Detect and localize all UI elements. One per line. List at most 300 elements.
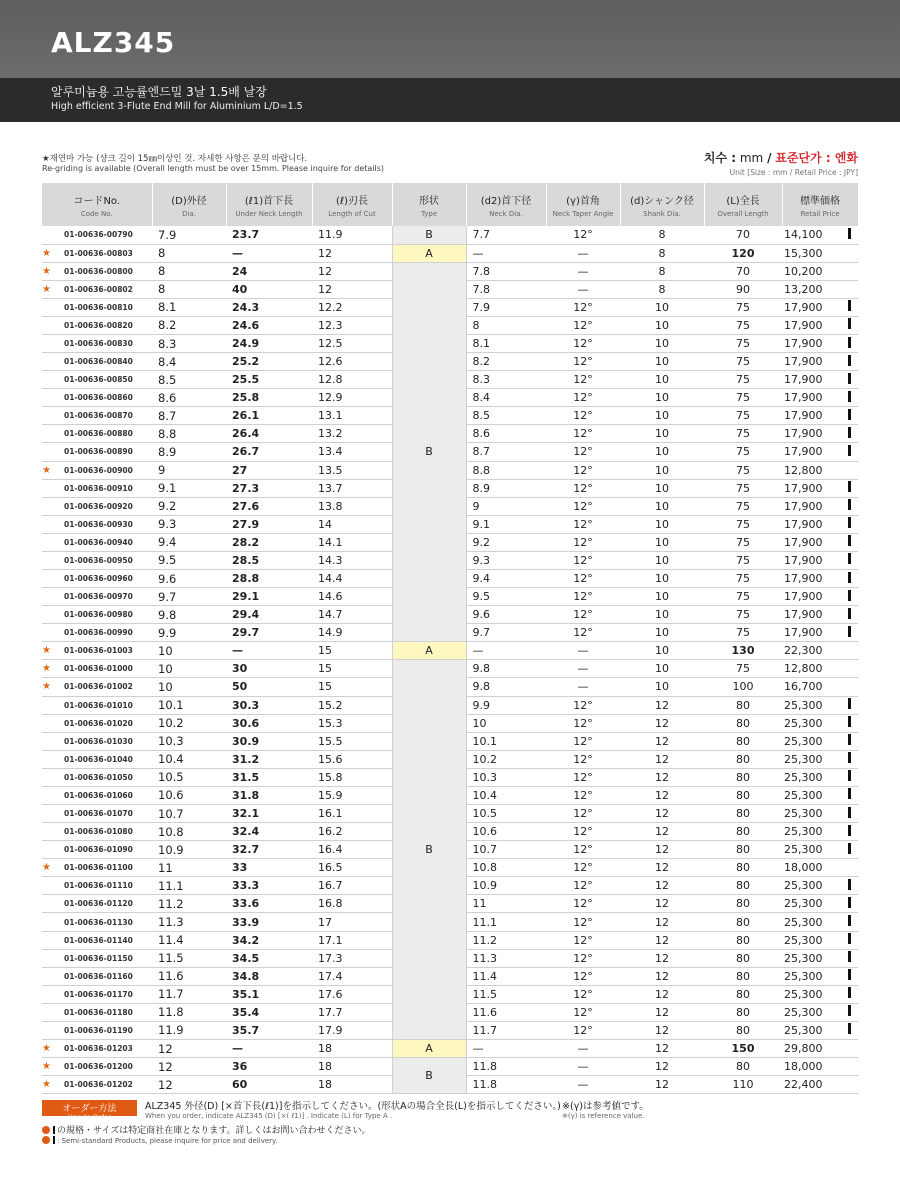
- code-no: 01-00636-00790: [62, 226, 152, 244]
- stock-mark-icon: [846, 280, 858, 298]
- row-star-icon: [42, 533, 62, 551]
- neck-dia: 10.9: [466, 877, 546, 895]
- overall-length: 80: [704, 768, 782, 786]
- retail-price: 17,900: [782, 515, 846, 533]
- stock-bar-icon: [53, 1136, 55, 1144]
- dia: 8.9: [152, 443, 226, 461]
- neck-dia: 8.6: [466, 425, 546, 443]
- col-header-neck-dia: (d2)首下径 Neck Dia.: [466, 183, 546, 226]
- how-to-order-badge: [42, 1100, 137, 1121]
- dia: 9.1: [152, 479, 226, 497]
- neck-length: 33.6: [226, 895, 312, 913]
- code-no: 01-00636-01190: [62, 1021, 152, 1039]
- neck-dia: 9.9: [466, 696, 546, 714]
- neck-angle: 12°: [546, 479, 620, 497]
- neck-length: 50: [226, 678, 312, 696]
- code-no: 01-00636-00970: [62, 588, 152, 606]
- overall-length: 75: [704, 389, 782, 407]
- row-star-icon: [42, 569, 62, 587]
- neck-length: 24.6: [226, 316, 312, 334]
- neck-angle: 12°: [546, 1021, 620, 1039]
- retail-price: 15,300: [782, 244, 846, 262]
- unit-size-label: 치수 :: [703, 151, 737, 165]
- stock-mark-icon: [846, 1058, 858, 1076]
- length-of-cut: 17.4: [312, 967, 392, 985]
- stock-mark-icon: [846, 967, 858, 985]
- neck-length: 31.5: [226, 768, 312, 786]
- neck-dia: 11.7: [466, 1021, 546, 1039]
- row-star-icon: [42, 298, 62, 316]
- overall-length: 75: [704, 316, 782, 334]
- neck-angle: —: [546, 1076, 620, 1094]
- row-star-icon: [42, 515, 62, 533]
- length-of-cut: 18: [312, 1076, 392, 1094]
- stock-mark-icon: [846, 588, 858, 606]
- spec-table: [42, 183, 859, 1094]
- dia: 9.2: [152, 497, 226, 515]
- neck-dia: 9.2: [466, 533, 546, 551]
- page-title: ALZ345: [51, 26, 176, 59]
- retail-price: 17,900: [782, 624, 846, 642]
- overall-length: 80: [704, 786, 782, 804]
- row-star-icon: [42, 425, 62, 443]
- order-badge-jp: オーダー方法: [62, 1104, 117, 1114]
- dia: 10.6: [152, 786, 226, 804]
- shank-dia: 12: [620, 1021, 704, 1039]
- dia: 8.3: [152, 334, 226, 352]
- overall-length: 80: [704, 913, 782, 931]
- neck-dia: 10.4: [466, 786, 546, 804]
- neck-length: 28.2: [226, 533, 312, 551]
- retail-price: 17,900: [782, 353, 846, 371]
- stock-mark-icon: [846, 841, 858, 859]
- table-row: [42, 642, 858, 660]
- retail-price: 25,300: [782, 1003, 846, 1021]
- stock-mark-icon: [846, 949, 858, 967]
- neck-length: 36: [226, 1058, 312, 1076]
- row-star-icon: ★: [42, 678, 62, 696]
- type-cell: A: [392, 1040, 466, 1058]
- shank-dia: 8: [620, 244, 704, 262]
- neck-length: 32.4: [226, 823, 312, 841]
- neck-angle: —: [546, 244, 620, 262]
- length-of-cut: 17.9: [312, 1021, 392, 1039]
- unit-size-value: mm: [739, 151, 764, 165]
- code-no: 01-00636-00920: [62, 497, 152, 515]
- stock-mark-icon: [846, 389, 858, 407]
- overall-length: 75: [704, 371, 782, 389]
- neck-angle: 12°: [546, 949, 620, 967]
- neck-dia: —: [466, 244, 546, 262]
- shank-dia: 12: [620, 859, 704, 877]
- length-of-cut: 12: [312, 262, 392, 280]
- dia: 9.3: [152, 515, 226, 533]
- row-star-icon: [42, 389, 62, 407]
- neck-angle: 12°: [546, 533, 620, 551]
- col-header-shank-dia: (d)シャンク径 Shank Dia.: [620, 183, 704, 226]
- row-star-icon: [42, 913, 62, 931]
- overall-length: 80: [704, 895, 782, 913]
- code-no: 01-00636-00980: [62, 606, 152, 624]
- neck-length: 30.6: [226, 714, 312, 732]
- dia: 10.1: [152, 696, 226, 714]
- stock-mark-icon: [846, 497, 858, 515]
- neck-angle: 12°: [546, 859, 620, 877]
- stock-mark-icon: [846, 1021, 858, 1039]
- dia: 10.8: [152, 823, 226, 841]
- dia: 10.7: [152, 805, 226, 823]
- retail-price: 18,000: [782, 1058, 846, 1076]
- shank-dia: 10: [620, 624, 704, 642]
- row-star-icon: [42, 985, 62, 1003]
- neck-angle: 12°: [546, 551, 620, 569]
- retail-price: 17,900: [782, 443, 846, 461]
- length-of-cut: 15: [312, 678, 392, 696]
- retail-price: 25,300: [782, 696, 846, 714]
- retail-price: 25,300: [782, 985, 846, 1003]
- code-no: 01-00636-01040: [62, 750, 152, 768]
- shank-dia: 12: [620, 750, 704, 768]
- overall-length: 75: [704, 353, 782, 371]
- neck-angle: 12°: [546, 569, 620, 587]
- dia: 10: [152, 678, 226, 696]
- dia: 9.5: [152, 551, 226, 569]
- dia: 11.5: [152, 949, 226, 967]
- neck-dia: 7.8: [466, 262, 546, 280]
- neck-dia: 9.7: [466, 624, 546, 642]
- overall-length: 80: [704, 732, 782, 750]
- neck-dia: 9.4: [466, 569, 546, 587]
- code-no: 01-00636-01010: [62, 696, 152, 714]
- shank-dia: 12: [620, 714, 704, 732]
- order-badge-en: How to Order: [67, 1113, 112, 1121]
- order-instruction-en: When you order, indicate ALZ345 (D) [×( ℓ1)] . Indicate (L) for Type A .: [145, 1112, 393, 1120]
- code-no: 01-00636-00800: [62, 262, 152, 280]
- row-star-icon: ★: [42, 262, 62, 280]
- col-header-neck-angle: (γ)首角 Neck Taper Angle: [546, 183, 620, 226]
- stock-mark-icon: [846, 732, 858, 750]
- unit-subtitle: Unit [Size : mm / Retail Price : JPY]: [729, 168, 858, 177]
- length-of-cut: 17.6: [312, 985, 392, 1003]
- shank-dia: 12: [620, 696, 704, 714]
- code-no: 01-00636-01110: [62, 877, 152, 895]
- overall-length: 75: [704, 624, 782, 642]
- neck-angle: —: [546, 642, 620, 660]
- row-star-icon: [42, 1003, 62, 1021]
- dia: 8.4: [152, 353, 226, 371]
- stock-mark-icon: [846, 425, 858, 443]
- dia: 8.8: [152, 425, 226, 443]
- code-no: 01-00636-01030: [62, 732, 152, 750]
- overall-length: 120: [704, 244, 782, 262]
- neck-dia: 8.4: [466, 389, 546, 407]
- length-of-cut: 17.3: [312, 949, 392, 967]
- stock-mark-icon: [846, 316, 858, 334]
- col-header-dia: (D)外径 Dia.: [152, 183, 226, 226]
- retail-price: 25,300: [782, 949, 846, 967]
- neck-angle: 12°: [546, 985, 620, 1003]
- dia: 8.2: [152, 316, 226, 334]
- neck-dia: —: [466, 1040, 546, 1058]
- neck-dia: 10.6: [466, 823, 546, 841]
- stock-mark-icon: [846, 569, 858, 587]
- length-of-cut: 12.6: [312, 353, 392, 371]
- neck-angle: 12°: [546, 805, 620, 823]
- table-row: [42, 244, 858, 262]
- overall-length: 80: [704, 714, 782, 732]
- overall-length: 75: [704, 497, 782, 515]
- dia: 8.1: [152, 298, 226, 316]
- neck-length: 23.7: [226, 226, 312, 244]
- neck-dia: 11.8: [466, 1076, 546, 1094]
- dia: 9.8: [152, 606, 226, 624]
- code-no: 01-00636-01060: [62, 786, 152, 804]
- shank-dia: 12: [620, 913, 704, 931]
- neck-angle: 12°: [546, 371, 620, 389]
- overall-length: 80: [704, 823, 782, 841]
- neck-dia: 8.3: [466, 371, 546, 389]
- shank-dia: 12: [620, 841, 704, 859]
- length-of-cut: 16.8: [312, 895, 392, 913]
- length-of-cut: 15.8: [312, 768, 392, 786]
- shank-dia: 10: [620, 678, 704, 696]
- shank-dia: 10: [620, 569, 704, 587]
- reference-note-jp: ※(γ)は参考値です。: [562, 1101, 649, 1112]
- retail-price: 17,900: [782, 316, 846, 334]
- length-of-cut: 15.6: [312, 750, 392, 768]
- code-no: 01-00636-00930: [62, 515, 152, 533]
- row-star-icon: [42, 823, 62, 841]
- neck-angle: —: [546, 678, 620, 696]
- stock-mark-icon: [846, 479, 858, 497]
- retail-price: 17,900: [782, 407, 846, 425]
- dia: 9.7: [152, 588, 226, 606]
- length-of-cut: 16.2: [312, 823, 392, 841]
- dia: 9.6: [152, 569, 226, 587]
- neck-angle: 12°: [546, 316, 620, 334]
- neck-length: 33: [226, 859, 312, 877]
- dia: 10.2: [152, 714, 226, 732]
- retail-price: 17,900: [782, 497, 846, 515]
- dia: 11: [152, 859, 226, 877]
- overall-length: 80: [704, 985, 782, 1003]
- length-of-cut: 15.3: [312, 714, 392, 732]
- row-star-icon: ★: [42, 244, 62, 262]
- neck-length: 28.8: [226, 569, 312, 587]
- row-star-icon: [42, 714, 62, 732]
- row-star-icon: [42, 497, 62, 515]
- neck-angle: 12°: [546, 877, 620, 895]
- shank-dia: 12: [620, 786, 704, 804]
- stock-mark-icon: [846, 859, 858, 877]
- neck-dia: 10.8: [466, 859, 546, 877]
- neck-angle: 12°: [546, 931, 620, 949]
- length-of-cut: 13.2: [312, 425, 392, 443]
- overall-length: 70: [704, 262, 782, 280]
- row-star-icon: [42, 588, 62, 606]
- shank-dia: 10: [620, 588, 704, 606]
- shank-dia: 8: [620, 280, 704, 298]
- retail-price: 25,300: [782, 750, 846, 768]
- neck-dia: 8.1: [466, 334, 546, 352]
- length-of-cut: 12.3: [312, 316, 392, 334]
- length-of-cut: 16.5: [312, 859, 392, 877]
- neck-length: 24.3: [226, 298, 312, 316]
- unit-price-label: 표준단가 : 엔화: [775, 151, 858, 165]
- overall-length: 75: [704, 334, 782, 352]
- neck-dia: 11.8: [466, 1058, 546, 1076]
- stock-mark-icon: [846, 913, 858, 931]
- retail-price: 25,300: [782, 786, 846, 804]
- neck-dia: 9.1: [466, 515, 546, 533]
- table-row: [42, 226, 858, 244]
- retail-price: 25,300: [782, 895, 846, 913]
- neck-length: 33.9: [226, 913, 312, 931]
- shank-dia: 12: [620, 949, 704, 967]
- col-header-retail-price: 標準価格 Retail Price: [782, 183, 858, 226]
- shank-dia: 10: [620, 353, 704, 371]
- retail-price: 25,300: [782, 877, 846, 895]
- stock-mark-icon: [846, 642, 858, 660]
- table-header-row: [42, 183, 858, 226]
- neck-length: 27.9: [226, 515, 312, 533]
- overall-length: 80: [704, 1058, 782, 1076]
- overall-length: 75: [704, 569, 782, 587]
- neck-length: 28.5: [226, 551, 312, 569]
- neck-angle: 12°: [546, 841, 620, 859]
- row-star-icon: [42, 624, 62, 642]
- length-of-cut: 18: [312, 1040, 392, 1058]
- length-of-cut: 15.5: [312, 732, 392, 750]
- neck-length: 30.9: [226, 732, 312, 750]
- overall-length: 80: [704, 1003, 782, 1021]
- neck-dia: 10.7: [466, 841, 546, 859]
- type-cell: B: [392, 226, 466, 244]
- retail-price: 14,100: [782, 226, 846, 244]
- length-of-cut: 13.1: [312, 407, 392, 425]
- length-of-cut: 13.5: [312, 461, 392, 479]
- row-star-icon: [42, 732, 62, 750]
- neck-length: 24: [226, 262, 312, 280]
- stock-mark-icon: [846, 624, 858, 642]
- header-band: [0, 0, 900, 78]
- dia: 11.1: [152, 877, 226, 895]
- row-star-icon: [42, 805, 62, 823]
- retail-price: 17,900: [782, 479, 846, 497]
- retail-price: 17,900: [782, 298, 846, 316]
- stock-mark-icon: [846, 1076, 858, 1094]
- neck-length: 27: [226, 461, 312, 479]
- stock-mark-icon: [846, 895, 858, 913]
- code-no: 01-00636-01203: [62, 1040, 152, 1058]
- shank-dia: 10: [620, 497, 704, 515]
- retail-price: 17,900: [782, 533, 846, 551]
- stock-mark-icon: [846, 244, 858, 262]
- shank-dia: 12: [620, 1003, 704, 1021]
- shank-dia: 12: [620, 1076, 704, 1094]
- shank-dia: 10: [620, 407, 704, 425]
- neck-angle: 12°: [546, 913, 620, 931]
- shank-dia: 12: [620, 985, 704, 1003]
- code-no: 01-00636-00890: [62, 443, 152, 461]
- length-of-cut: 14.1: [312, 533, 392, 551]
- overall-length: 80: [704, 967, 782, 985]
- row-star-icon: [42, 551, 62, 569]
- length-of-cut: 12: [312, 280, 392, 298]
- shank-dia: 10: [620, 461, 704, 479]
- code-no: 01-00636-00870: [62, 407, 152, 425]
- overall-length: 75: [704, 533, 782, 551]
- row-star-icon: [42, 443, 62, 461]
- neck-angle: 12°: [546, 515, 620, 533]
- retail-price: 12,800: [782, 461, 846, 479]
- overall-length: 75: [704, 461, 782, 479]
- neck-dia: 11.2: [466, 931, 546, 949]
- neck-angle: 12°: [546, 443, 620, 461]
- code-no: 01-00636-00880: [62, 425, 152, 443]
- code-no: 01-00636-00830: [62, 334, 152, 352]
- retail-price: 17,900: [782, 551, 846, 569]
- neck-length: 35.7: [226, 1021, 312, 1039]
- shank-dia: 8: [620, 226, 704, 244]
- neck-angle: 12°: [546, 823, 620, 841]
- regrind-note-korean: ★재연마 가능 (샹크 길이 15㎜이상인 것. 자세한 사항은 문의 바랍니다.: [42, 154, 308, 164]
- row-star-icon: [42, 895, 62, 913]
- overall-length: 75: [704, 606, 782, 624]
- stock-mark-icon: [846, 298, 858, 316]
- length-of-cut: 16.4: [312, 841, 392, 859]
- length-of-cut: 12.5: [312, 334, 392, 352]
- neck-angle: 12°: [546, 334, 620, 352]
- code-no: 01-00636-00810: [62, 298, 152, 316]
- shank-dia: 10: [620, 606, 704, 624]
- code-no: 01-00636-00990: [62, 624, 152, 642]
- shank-dia: 10: [620, 515, 704, 533]
- retail-price: 25,300: [782, 913, 846, 931]
- shank-dia: 10: [620, 425, 704, 443]
- regrind-note-english: Re-griding is available (Overall length must be over 15mm. Please inquire for details): [42, 164, 385, 173]
- table-row: [42, 660, 858, 678]
- row-star-icon: ★: [42, 1076, 62, 1094]
- length-of-cut: 12.8: [312, 371, 392, 389]
- neck-angle: —: [546, 1058, 620, 1076]
- dia: 10.4: [152, 750, 226, 768]
- length-of-cut: 12: [312, 244, 392, 262]
- code-no: 01-00636-01020: [62, 714, 152, 732]
- dia: 12: [152, 1076, 226, 1094]
- neck-dia: 10.1: [466, 732, 546, 750]
- length-of-cut: 11.9: [312, 226, 392, 244]
- dia: 12: [152, 1040, 226, 1058]
- neck-dia: 11.3: [466, 949, 546, 967]
- retail-price: 25,300: [782, 967, 846, 985]
- overall-length: 75: [704, 515, 782, 533]
- row-star-icon: [42, 949, 62, 967]
- shank-dia: 10: [620, 660, 704, 678]
- stock-mark-icon: [846, 551, 858, 569]
- length-of-cut: 14.4: [312, 569, 392, 587]
- retail-price: 17,900: [782, 569, 846, 587]
- stock-mark-icon: [846, 443, 858, 461]
- code-no: 01-00636-01003: [62, 642, 152, 660]
- neck-length: 32.7: [226, 841, 312, 859]
- row-star-icon: ★: [42, 660, 62, 678]
- stock-mark-icon: [846, 353, 858, 371]
- length-of-cut: 18: [312, 1058, 392, 1076]
- subtitle-korean: 알루미늄용 고능률엔드밀 3날 1.5배 날장: [51, 85, 267, 99]
- row-star-icon: ★: [42, 461, 62, 479]
- dia: 8: [152, 262, 226, 280]
